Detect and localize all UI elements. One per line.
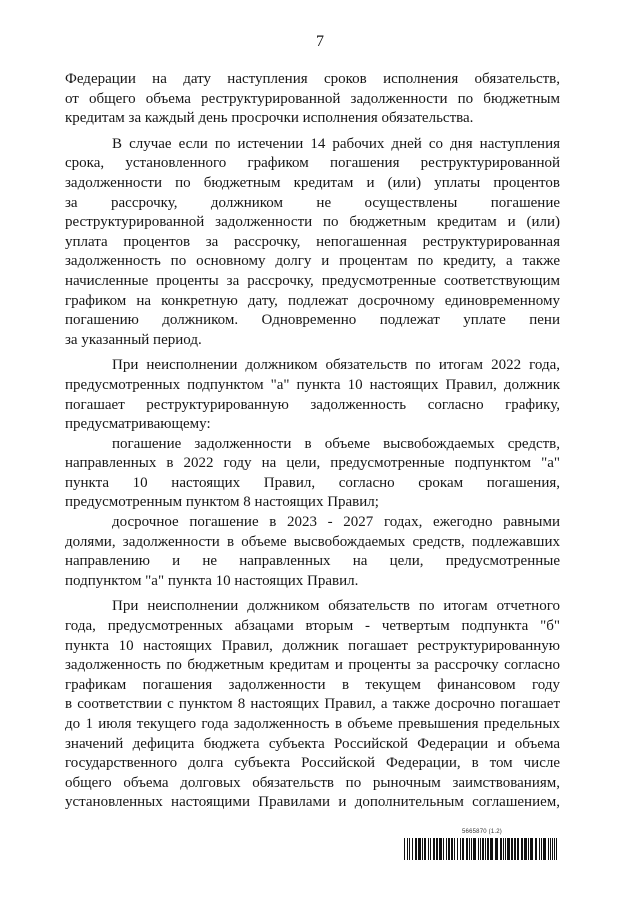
text-line: направленных в 2022 году на цели, предусмотренные подпунктом "а" — [65, 455, 560, 472]
text-line: предусматривающему: — [65, 416, 211, 433]
barcode-icon — [404, 838, 560, 860]
text-line: уплата процентов за рассрочку, непогашенная реструктурированная — [65, 233, 560, 250]
text-line: погашает реструктурированную задолженность согласно графику, — [65, 396, 560, 413]
text-line: предусмотренных подпунктом "а" пункта 10 настоящих Правил, должник — [65, 376, 560, 393]
text-line: пункта 10 настоящих Правил, должник погашает реструктурированную — [65, 637, 560, 654]
text-line: предусмотренным пунктом 8 настоящих Правил; — [65, 494, 379, 511]
text-line: задолженность по бюджетным кредитам и проценты за рассрочку согласно — [65, 657, 560, 674]
page-number: 7 — [316, 33, 324, 50]
text-line: При неисполнении должником обязательств по итогам 2022 года, — [112, 357, 560, 374]
text-line: погашение задолженности в объеме высвобождаемых средств, — [112, 435, 560, 452]
text-line: общего объема долговых обязательств по рыночным заимствованиям, — [65, 774, 560, 791]
text-line: графикам погашения задолженности в текущем финансовом году — [65, 676, 560, 693]
text-line: за рассрочку, должником не осуществлены погашение — [65, 194, 560, 211]
text-line: При неисполнении должником обязательств по итогам отчетного — [112, 598, 560, 615]
text-line: задолженность по основному долгу и процентам по кредиту, а также — [65, 253, 560, 270]
text-line: задолженности по бюджетным кредитам и (или) уплаты процентов — [65, 174, 560, 191]
text-line: начисленные проценты за рассрочку, предусмотренные соответствующим — [65, 272, 560, 289]
text-line: пункта 10 настоящих Правил, согласно срокам погашения, — [65, 474, 560, 491]
text-line: долями, задолженности в объеме высвобождаемых средств, подлежавших — [65, 533, 560, 550]
text-line: государственного долга субъекта Российской Федерации, в том числе — [65, 755, 560, 772]
text-line: досрочное погашение в 2023 - 2027 годах, ежегодно равными — [112, 514, 560, 531]
text-line: подпунктом "а" пункта 10 настоящих Правил. — [65, 572, 359, 589]
barcode-id: 5665870 (1.2) — [462, 829, 502, 835]
text-line: погашению должником. Одновременно подлежат уплате пени — [65, 312, 560, 329]
text-line: значений дефицита бюджета субъекта Российской Федерации и объема — [65, 735, 560, 752]
text-line: графиком на конкретную дату, подлежат досрочному единовременному — [65, 292, 560, 309]
document-barcode — [404, 829, 560, 860]
document-body — [65, 70, 560, 813]
text-line: от общего объема реструктурированной задолженности по бюджетным — [65, 90, 560, 107]
text-line: В случае если по истечении 14 рабочих дней со дня наступления — [112, 135, 560, 152]
text-line: срока, установленного графиком погашения реструктурированной — [65, 155, 560, 172]
text-line: за указанный период. — [65, 331, 202, 348]
text-line: года, предусмотренных абзацами вторым - четвертым подпункта "б" — [65, 618, 560, 635]
text-line: до 1 июля текущего года задолженность в объеме превышения предельных — [65, 716, 560, 732]
text-line: Федерации на дату наступления сроков исполнения обязательств, — [65, 71, 560, 87]
text-line: направлению и не направленных на цели, предусмотренные — [65, 553, 560, 570]
text-line: установленных настоящими Правилами и дополнительным соглашением, — [65, 794, 560, 811]
text-line: кредитам за каждый день просрочки исполнения обязательства. — [65, 110, 474, 127]
text-line: в соответствии с пунктом 8 настоящих Правил, а также досрочно погашает — [65, 696, 560, 713]
text-line: реструктурированной задолженности по бюджетным кредитам и (или) — [65, 214, 560, 231]
